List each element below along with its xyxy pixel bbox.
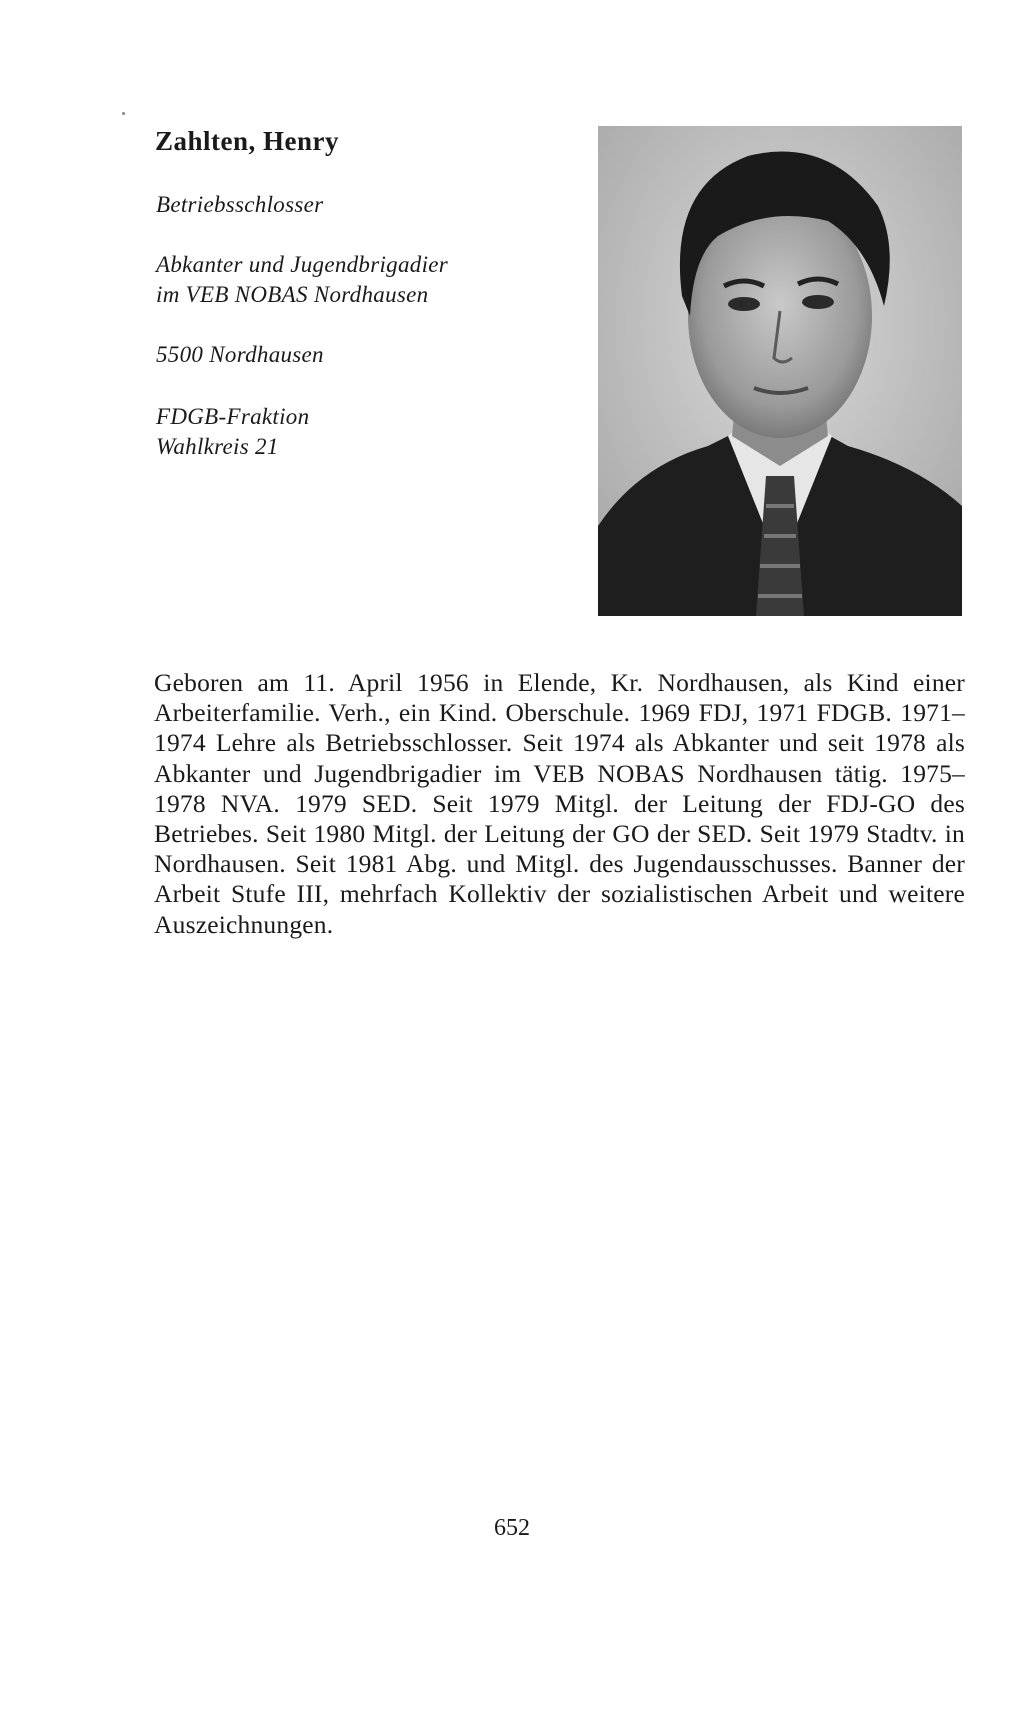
position-line-2: im VEB NOBAS Nordhausen bbox=[156, 282, 429, 307]
page-number: 652 bbox=[494, 1515, 530, 1541]
position bbox=[156, 250, 448, 310]
parliamentary-group bbox=[156, 402, 309, 462]
occupation bbox=[156, 190, 323, 220]
occupation-text: Betriebsschlosser bbox=[156, 192, 324, 217]
address bbox=[156, 340, 324, 370]
position-line-1: Abkanter und Jugendbrigadier bbox=[156, 252, 449, 277]
portrait-photo-icon bbox=[598, 126, 962, 616]
portrait-photo bbox=[598, 126, 962, 616]
person-name: Zahlten, Henry bbox=[155, 126, 340, 156]
address-text: 5500 Nordhausen bbox=[156, 342, 324, 367]
biography-text: Geboren am 11. April 1956 in Elende, Kr. Nordhausen, als Kind einer Arbeiterfamilie. Verh., ein Kind. Oberschule. 1969 FDJ, 1971 FDGB. 1971–1974 Lehre als Betriebsschlosser. Seit 1974 als Abkanter und seit 1978 als Abkanter und Jugendbrigadier im VEB NOBAS Nordhausen tätig. 1975–1978 NVA. 1979 SED. Seit 1979 Mitgl. der Leitung der FDJ-GO des Betriebes. Seit 1980 Mitgl. der Leitung der GO der SED. Seit 1979 Stadtv. in Nordhausen. Seit 1981 Abg. und Mitgl. des Jugendausschusses. Banner der Arbeit Stufe III, mehrfach Kollektiv der sozialistischen Arbeit und weitere Auszeichnungen. bbox=[154, 668, 965, 939]
fraction-text: FDGB-Fraktion bbox=[156, 404, 310, 429]
constituency-text: Wahlkreis 21 bbox=[156, 434, 279, 459]
print-speck bbox=[122, 112, 125, 115]
